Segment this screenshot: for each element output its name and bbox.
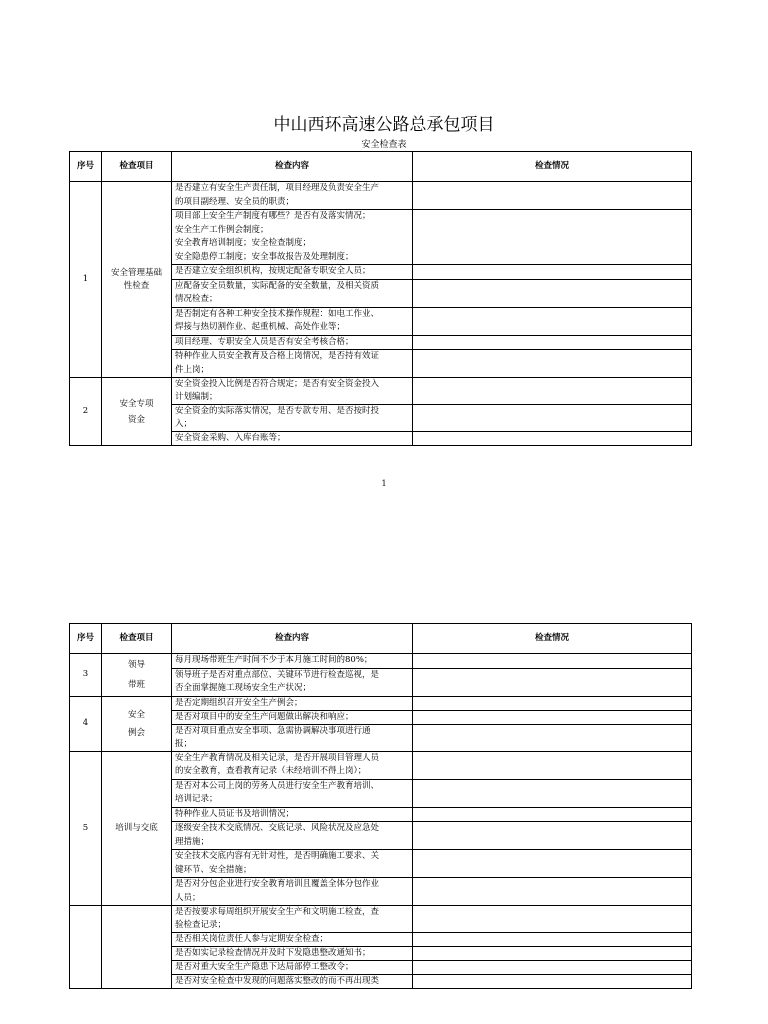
check-content [172,906,413,933]
row-number: 3 [70,654,102,697]
check-content-line: 培训记录； [175,794,218,804]
check-content-line: 安全隐患停工制度；安全事故报告及处理制度； [175,251,354,262]
check-status-cell[interactable] [413,822,692,850]
check-content-line: 是否按要求每周组织开展安全生产和文明施工检查，查 [175,907,380,917]
check-content-line: 否全面掌握施工现场安全生产状况； [175,683,312,693]
check-content [172,822,413,850]
check-content-line: 计划编制； [175,392,218,402]
check-content [172,961,413,975]
check-content-line: 安全资金的实际落实情况，是否专款专用、是否按时投 [175,406,380,416]
check-content [172,432,413,446]
row-number: 2 [70,378,102,446]
check-content-line: 是否对项目中的安全生产问题做出解决和响应； [175,711,354,722]
check-content [172,710,413,724]
check-content-line: 是否建立安全组织机构，按规定配备专职安全人员； [175,266,371,276]
check-content-line: 是否对项目重点安全事项、急需协调解决事项进行通 [175,725,371,736]
check-item-line: 安全 [127,709,145,720]
safety-check-table-page2 [69,623,692,989]
check-content-line: 人员； [175,892,201,903]
check-status-cell[interactable] [413,182,692,210]
document-title: 中山西环高速公路总承包项目 [273,115,495,135]
check-item [102,654,172,697]
check-item-line: 培训与交底 [115,822,158,833]
check-content-line: 安全生产工作例会制度； [175,224,269,235]
check-status-cell[interactable] [413,724,692,751]
check-content-line: 是否对安全检查中发现的问题落实整改的而不再出现类 [175,976,380,986]
check-status-cell[interactable] [413,668,692,696]
check-content [172,307,413,335]
check-status-cell[interactable] [413,335,692,350]
check-content-line: 是否制定有各种工种安全技术操作规程：如电工作业、 [175,308,380,319]
check-content [172,668,413,696]
check-item-line: 领导 [127,659,145,670]
check-status-cell[interactable] [413,878,692,906]
check-item [102,696,172,751]
header-no: 序号 [70,624,102,654]
check-content [172,265,413,280]
check-status-cell[interactable] [413,947,692,961]
table-row [70,654,692,669]
check-item-line: 性检查 [123,280,150,291]
check-content [172,975,413,989]
check-status-cell[interactable] [413,432,692,446]
table-row [70,751,692,779]
check-status-cell[interactable] [413,654,692,669]
check-content [172,210,413,265]
check-content [172,279,413,307]
check-content-line: 特种作业人员安全教育及合格上岗情况，是否持有效证 [175,351,380,361]
check-item-line: 例会 [127,727,145,738]
check-status-cell[interactable] [413,210,692,265]
check-item [102,906,172,989]
check-status-cell[interactable] [413,807,692,822]
table-row [70,378,692,405]
check-content [172,850,413,878]
check-content [172,807,413,822]
check-content-line: 安全资金投入比例是否符合规定；是否有安全资金投入 [175,379,380,389]
check-content-line: 验检查记录； [175,920,227,930]
check-content [172,878,413,906]
check-status-cell[interactable] [413,405,692,432]
check-content-line: 是否对重大安全生产隐患下达局部停工整改令； [175,962,354,972]
check-status-cell[interactable] [413,906,692,933]
header-status: 检查情况 [413,152,692,182]
check-status-cell[interactable] [413,975,692,989]
check-content [172,378,413,405]
check-status-cell[interactable] [413,350,692,378]
check-content-line: 项目经理、专职安全人员是否有安全考核合格； [175,336,354,347]
check-status-cell[interactable] [413,751,692,779]
table-row [70,696,692,710]
check-content [172,751,413,779]
check-status-cell[interactable] [413,307,692,335]
check-content [172,182,413,210]
check-content-line: 的安全教育，查看教育记录（未经培训不得上岗）； [175,766,367,776]
row-number: 5 [70,751,102,906]
check-content-line: 安全资金采购、入库台账等； [175,433,286,443]
check-content-line: 安全技术交底内容有无针对性，是否明确施工要求、关 [175,851,380,861]
check-content-line: 是否建立有安全生产责任制，项目经理及负责安全生产 [175,183,380,193]
check-content-line: 是否相关岗位责任人参与定期安全检查； [175,934,329,944]
check-status-cell[interactable] [413,710,692,724]
check-content-line: 焊接与热切割作业、起重机械、高处作业等； [175,322,346,332]
check-content-line: 情况检查； [175,294,218,304]
check-item-line: 带班 [127,679,145,690]
check-content-line: 项目部上安全生产制度有哪些？是否有及落实情况； [175,211,371,221]
header-status: 检查情况 [413,624,692,654]
header-content: 检查内容 [172,152,413,182]
check-item-line: 安全专项 [119,398,154,409]
page-number: 1 [381,479,387,488]
check-status-cell[interactable] [413,279,692,307]
check-content [172,724,413,751]
check-status-cell[interactable] [413,779,692,807]
check-content-line: 是否对本公司上岗的劳务人员进行安全生产教育培训、 [175,780,380,791]
check-content [172,779,413,807]
check-content-line: 件上岗； [175,364,210,375]
row-number [70,906,102,989]
row-number: 4 [70,696,102,751]
header-item: 检查项目 [102,624,172,654]
check-item [102,182,172,378]
check-content-line: 入； [175,419,193,429]
check-content-line: 安全教育培训制度；安全检查制度； [175,238,312,248]
check-content-line: 的项目副经理、安全员的职责； [175,196,295,207]
check-content [172,933,413,947]
check-item-line: 资金 [127,414,145,425]
check-content-line: 是否如实记录检查情况并及时下发隐患整改通知书； [175,948,371,958]
check-content [172,350,413,378]
check-status-cell[interactable] [413,265,692,280]
check-content-line: 报； [175,738,193,749]
check-content-line: 是否定期组织召开安全生产例会； [175,697,303,708]
safety-check-table-page1 [69,151,692,446]
check-content [172,654,413,669]
document-subtitle: 安全检查表 [361,140,407,150]
check-content-line: 安全生产教育情况及相关记录，是否开展项目管理人员 [175,752,380,763]
check-item [102,378,172,446]
check-status-cell[interactable] [413,961,692,975]
check-status-cell[interactable] [413,696,692,710]
check-content-line: 特种作业人员证书及培训情况； [175,808,295,819]
check-status-cell[interactable] [413,378,692,405]
table-row [70,182,692,210]
check-status-cell[interactable] [413,933,692,947]
check-content [172,335,413,350]
check-content-line: 理措施； [175,836,210,847]
check-content [172,696,413,710]
check-content-line: 每月现场带班生产时间不少于本月施工时间的80%； [175,655,373,665]
check-content [172,947,413,961]
row-number: 1 [70,182,102,378]
check-status-cell[interactable] [413,850,692,878]
header-no: 序号 [70,152,102,182]
check-content-line: 应配备安全员数量，实际配备的安全数量，及相关资质 [175,280,380,291]
check-item [102,751,172,906]
check-content-line: 是否对分包企业进行安全教育培训且覆盖全体分包作业 [175,879,380,889]
check-content [172,405,413,432]
table-row [70,906,692,933]
header-item: 检查项目 [102,152,172,182]
check-content-line: 键环节、安全措施； [175,864,252,875]
check-content-line: 逐级安全技术交底情况、交底记录、风险状况及应急处 [175,823,380,833]
check-content-line: 领导班子是否对重点部位、关键环节进行检查巡视，是 [175,669,380,680]
header-content: 检查内容 [172,624,413,654]
check-item-line: 安全管理基础 [110,267,162,278]
